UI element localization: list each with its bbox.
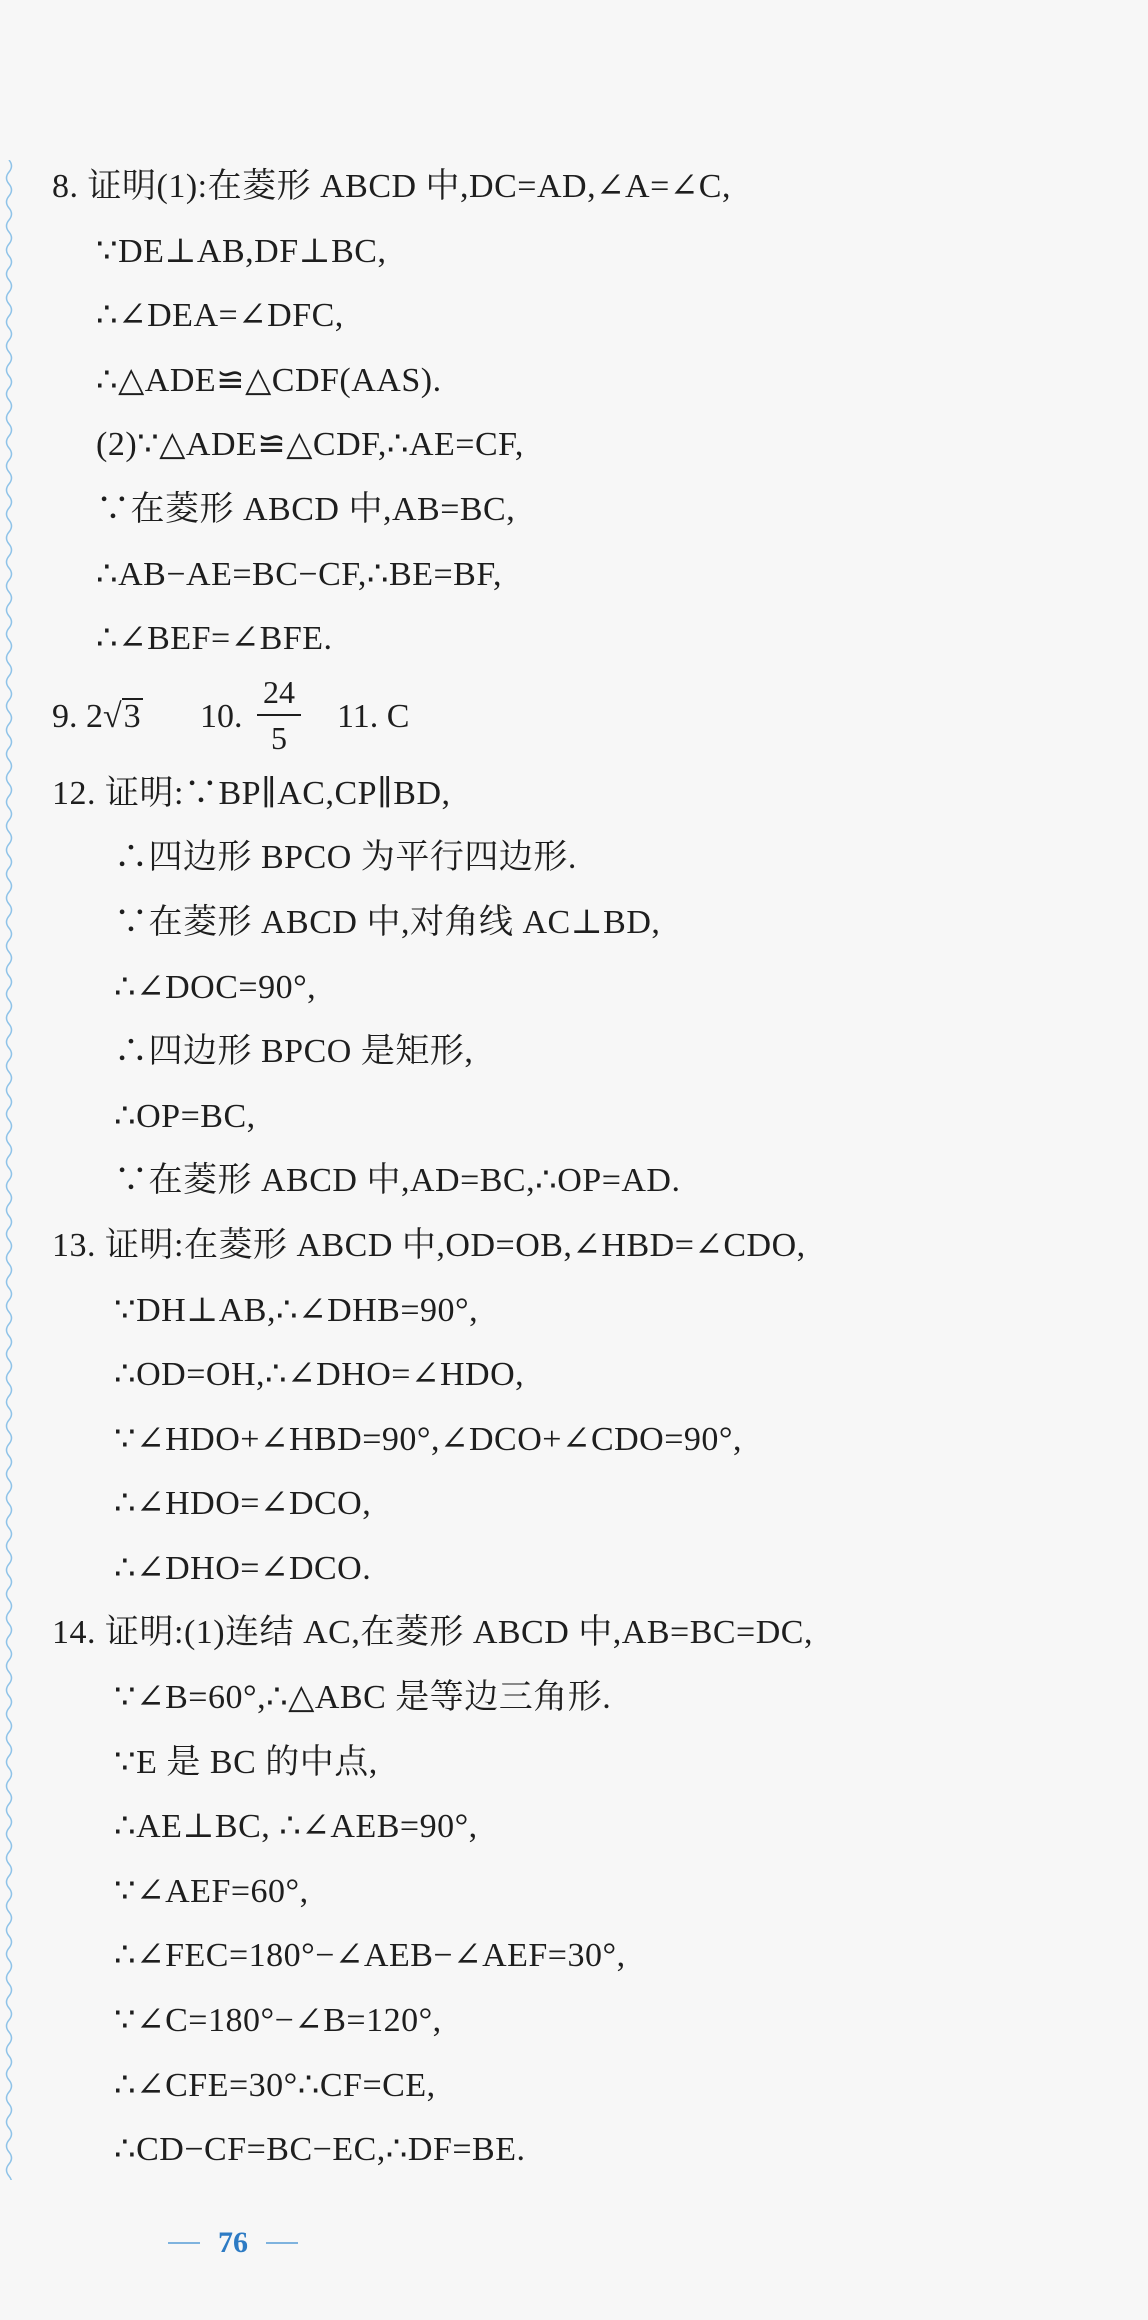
q8-line-3: ∴∠DEA=∠DFC, (96, 297, 344, 335)
q8-line-6: ∵在菱形 ABCD 中,AB=BC, (96, 490, 516, 528)
q14-line-2: ∵∠B=60°,∴△ABC 是等边三角形. (114, 1679, 612, 1717)
q12-line-3: ∵在菱形 ABCD 中,对角线 AC⊥BD, (114, 903, 661, 941)
sqrt-symbol: √3 (103, 697, 141, 735)
q8-title-line: 8. 证明(1):在菱形 ABCD 中,DC=AD,∠A=∠C, (52, 168, 731, 205)
answer-10-fraction (257, 672, 301, 758)
q14-line-6: ∴∠FEC=180°−∠AEB−∠AEF=30°, (114, 1937, 626, 1975)
footer-dash-right (266, 2242, 298, 2244)
q14-line-9: ∴CD−CF=BC−EC,∴DF=BE. (114, 2131, 526, 2169)
q12-line-5: ∴四边形 BPCO 是矩形, (114, 1033, 474, 1071)
q14-line-5: ∵∠AEF=60°, (114, 1872, 309, 1910)
answer-9 (52, 692, 143, 742)
page-footer (168, 2218, 328, 2268)
q14-title-line: 14. 证明:(1)连结 AC,在菱形 ABCD 中,AB=BC=DC, (52, 1614, 813, 1652)
q12-line-6: ∴OP=BC, (114, 1097, 256, 1135)
q12-title-line: 12. 证明:∵BP∥AC,CP∥BD, (52, 774, 451, 812)
fraction-bar (257, 714, 301, 716)
answer-9-radicand: 3 (123, 697, 141, 735)
q14-line-7: ∵∠C=180°−∠B=120°, (114, 2002, 442, 2040)
page-number: 76 (218, 2226, 248, 2259)
q13-line-6: ∴∠DHO=∠DCO. (114, 1549, 372, 1587)
q13-title-line: 13. 证明:在菱形 ABCD 中,OD=OB,∠HBD=∠CDO, (52, 1226, 806, 1264)
q8-line-5: (2)∵△ADE≌△CDF,∴AE=CF, (96, 426, 524, 464)
q12-line-4: ∴∠DOC=90°, (114, 968, 317, 1006)
q12-line-2: ∴四边形 BPCO 为平行四边形. (114, 839, 577, 877)
short-answers-row (52, 672, 1112, 762)
q8-line-8: ∴∠BEF=∠BFE. (96, 620, 333, 658)
wavy-margin-border (2, 160, 16, 2180)
q13-line-2: ∵DH⊥AB,∴∠DHB=90°, (114, 1291, 479, 1329)
q12-line-7: ∵在菱形 ABCD 中,AD=BC,∴OP=AD. (114, 1162, 681, 1200)
q13-line-4: ∵∠HDO+∠HBD=90°,∠DCO+∠CDO=90°, (114, 1420, 742, 1458)
q13-line-5: ∴∠HDO=∠DCO, (114, 1485, 372, 1523)
q14-line-3: ∵E 是 BC 的中点, (114, 1743, 378, 1781)
answer-9-prefix: 9. 2 (52, 697, 103, 735)
q13-line-3: ∴OD=OH,∴∠DHO=∠HDO, (114, 1356, 525, 1394)
q8-line-7: ∴AB−AE=BC−CF,∴BE=BF, (96, 555, 503, 593)
q14-line-8: ∴∠CFE=30°∴CF=CE, (114, 2066, 436, 2104)
answer-11: 11. C (337, 697, 410, 735)
fraction-numerator: 24 (263, 673, 295, 710)
footer-dash-left (168, 2242, 200, 2244)
answer-content (52, 155, 1112, 2183)
q8-line-2: ∵DE⊥AB,DF⊥BC, (96, 232, 387, 270)
fraction-denominator: 5 (271, 719, 287, 756)
q14-line-4: ∴AE⊥BC, ∴∠AEB=90°, (114, 1808, 478, 1846)
q8-line-4: ∴△ADE≌△CDF(AAS). (96, 361, 442, 399)
answer-10-label: 10. (200, 697, 243, 735)
